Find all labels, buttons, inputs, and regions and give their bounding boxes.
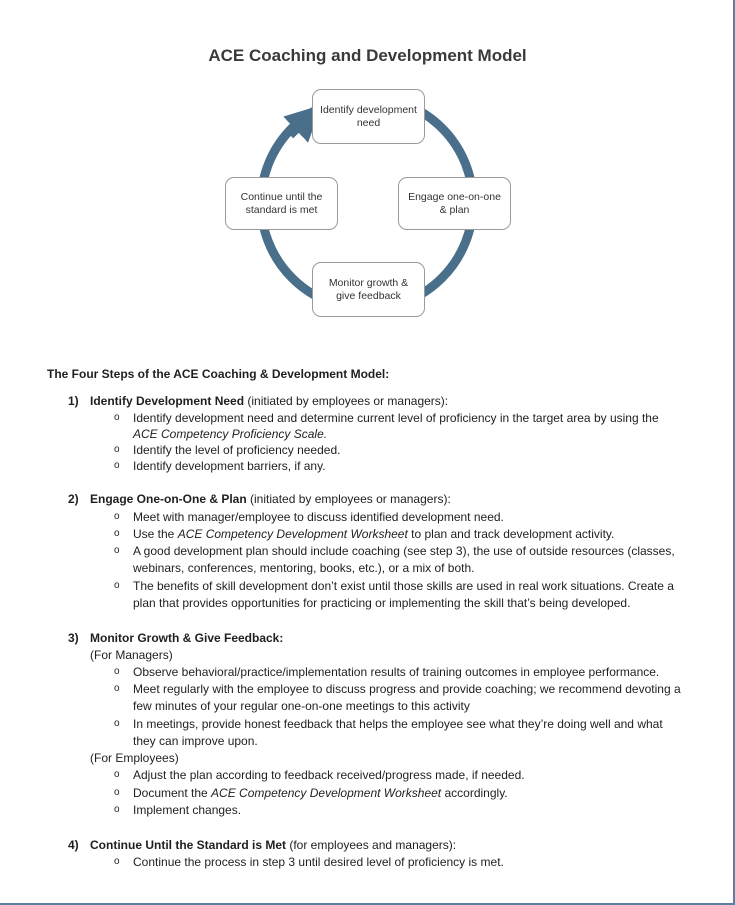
bullet-glyph: o <box>114 787 120 798</box>
bullet-glyph: o <box>114 683 120 694</box>
node-continue: Continue until the standard is met <box>225 177 338 230</box>
step-title: Engage One-on-One & Plan <box>90 492 247 506</box>
step-title: Monitor Growth & Give Feedback: <box>90 631 284 645</box>
bullet-glyph: o <box>114 718 120 729</box>
bullet-text: Identify development need and determine current level of proficiency in the target area by using the <box>133 411 659 425</box>
node-monitor: Monitor growth & give feedback <box>312 262 425 317</box>
bullet-glyph: o <box>114 444 120 455</box>
bullet-text: Identify the level of proficiency needed. <box>133 443 341 457</box>
step-number: 4) <box>68 838 79 852</box>
bullet-text: webinars, conferences, mentoring, books, etc.), or a mix of both. <box>133 561 475 575</box>
step-title: Identify Development Need <box>90 394 245 408</box>
bullet-text: In meetings, provide honest feedback that helps the employee see what they’re doing well and what <box>133 717 663 731</box>
bullet-text: Adjust the plan according to feedback received/progress made, if needed. <box>133 768 525 782</box>
bullet-text: The benefits of skill development don’t exist until those skills are used in real work situations. Create a <box>133 579 674 593</box>
step-title-line <box>90 837 456 853</box>
bullet-text: few minutes of your regular one-on-one meetings to this activity <box>133 699 470 713</box>
node-identify: Identify development need <box>312 89 425 144</box>
bullet-glyph: o <box>114 769 120 780</box>
bullet-glyph: o <box>114 804 120 815</box>
step-note: (initiated by employees or managers): <box>246 492 451 506</box>
bullet-glyph: o <box>114 666 120 677</box>
bullet-glyph: o <box>114 460 120 471</box>
document-title: ACE Coaching and Development Model <box>208 46 527 65</box>
bullet-text: plan that provides opportunities for practicing or implementing the skill that’s being developed. <box>133 596 631 610</box>
step-number: 1) <box>68 394 79 408</box>
bullet-text: Implement changes. <box>133 803 242 817</box>
step-note: (initiated by employees or managers): <box>244 394 449 408</box>
bullet-text: Observe behavioral/practice/implementation results of training outcomes in employee performance. <box>133 665 660 679</box>
bullet-glyph: o <box>114 511 120 522</box>
bullet-text: Meet with manager/employee to discuss identified development need. <box>133 510 504 524</box>
bullet-text: ACE Competency Proficiency Scale. <box>133 427 328 441</box>
step-number: 3) <box>68 631 79 645</box>
bullet-text-mixed <box>133 785 508 801</box>
bullet-text: Continue the process in step 3 until desired level of proficiency is met. <box>133 855 504 869</box>
section-heading: The Four Steps of the ACE Coaching & Development Model: <box>47 367 390 381</box>
worksheet-reference: ACE Competency Development Worksheet <box>177 527 408 541</box>
bullet-text: to plan and track development activity. <box>407 527 615 541</box>
audience-label: (For Managers) <box>90 648 173 662</box>
bullet-glyph: o <box>114 580 120 591</box>
bullet-text: A good development plan should include coaching (see step 3), the use of outside resources (classes, <box>133 544 675 558</box>
worksheet-reference: ACE Competency Development Worksheet <box>211 786 442 800</box>
step-title-line <box>90 491 451 507</box>
step-note: (for employees and managers): <box>286 838 457 852</box>
bullet-text: accordingly. <box>441 786 508 800</box>
bullet-glyph: o <box>114 528 120 539</box>
bullet-text: Use the <box>133 527 178 541</box>
node-engage: Engage one-on-one & plan <box>398 177 511 230</box>
step-number: 2) <box>68 492 79 506</box>
bullet-text: Meet regularly with the employee to discuss progress and provide coaching; we recommend devoting a <box>133 682 681 696</box>
audience-label: (For Employees) <box>90 751 179 765</box>
bullet-text: Document the <box>133 786 212 800</box>
bullet-text: they can improve upon. <box>133 734 258 748</box>
step-title: Continue Until the Standard is Met <box>90 838 287 852</box>
bullet-glyph: o <box>114 545 120 556</box>
bullet-glyph: o <box>114 412 120 423</box>
bullet-glyph: o <box>114 856 120 867</box>
step-title-line <box>90 393 448 409</box>
bullet-text: Identify development barriers, if any. <box>133 459 326 473</box>
bullet-text-mixed <box>133 526 614 542</box>
